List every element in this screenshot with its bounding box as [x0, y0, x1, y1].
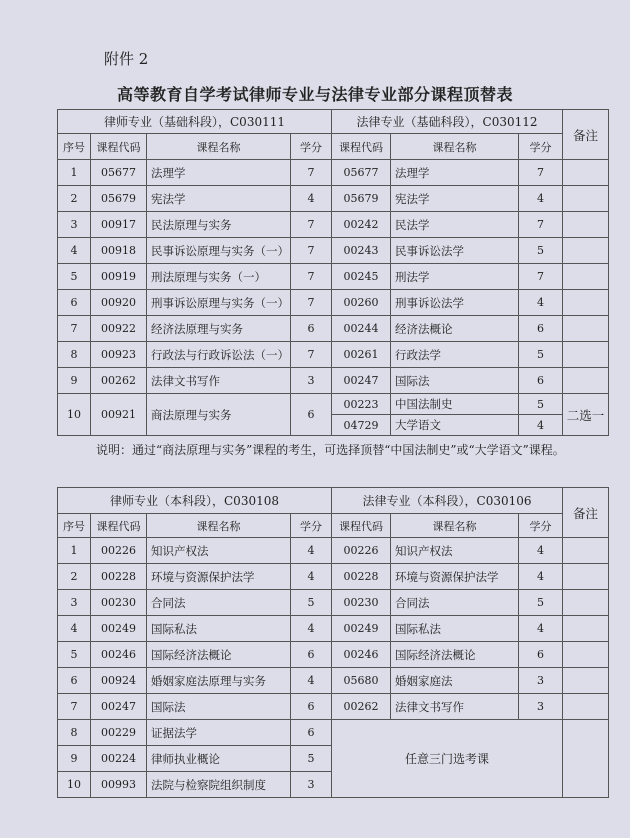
credit-cell: 4 [291, 616, 332, 642]
code-cell: 00243 [332, 238, 391, 264]
seq-cell: 8 [58, 720, 91, 746]
credit-cell: 7 [291, 212, 332, 238]
code-cell: 05680 [332, 668, 391, 694]
name-cell: 合同法 [391, 590, 519, 616]
seq-cell: 3 [58, 590, 91, 616]
code-cell: 00224 [91, 746, 147, 772]
col-credit: 学分 [291, 514, 332, 538]
law-major-header: 法律专业（基础科段），C030112 [332, 110, 563, 134]
remark-cell [563, 720, 609, 798]
seq-cell: 7 [58, 694, 91, 720]
name-cell: 刑法学 [391, 264, 519, 290]
credit-cell: 3 [519, 668, 563, 694]
name-cell: 国际私法 [391, 616, 519, 642]
credit-cell: 5 [519, 394, 563, 415]
name-cell: 法理学 [147, 160, 291, 186]
seq-cell: 6 [58, 290, 91, 316]
code-cell: 00228 [91, 564, 147, 590]
law-major-header: 法律专业（本科段），C030106 [332, 488, 563, 514]
name-cell: 法律文书写作 [391, 694, 519, 720]
credit-cell: 7 [291, 160, 332, 186]
credit-cell: 7 [519, 212, 563, 238]
remark-cell [563, 160, 609, 186]
undergrad-stage-table [57, 487, 609, 798]
name-cell: 宪法学 [147, 186, 291, 212]
col-code: 课程代码 [332, 134, 391, 160]
remark-cell [563, 316, 609, 342]
name-cell: 刑法原理与实务（一） [147, 264, 291, 290]
remark-cell [563, 368, 609, 394]
remark-cell [563, 668, 609, 694]
credit-cell: 5 [519, 238, 563, 264]
code-cell: 00920 [91, 290, 147, 316]
name-cell: 行政法学 [391, 342, 519, 368]
table-row [58, 668, 609, 694]
name-cell: 律师执业概论 [147, 746, 291, 772]
col-credit: 学分 [291, 134, 332, 160]
credit-cell: 7 [291, 264, 332, 290]
seq-cell: 5 [58, 642, 91, 668]
code-cell: 00249 [332, 616, 391, 642]
credit-cell: 6 [291, 394, 332, 436]
name-cell: 刑事诉讼法学 [391, 290, 519, 316]
name-cell: 民事诉讼原理与实务（一） [147, 238, 291, 264]
credit-cell: 7 [291, 290, 332, 316]
table-row [58, 264, 609, 290]
code-cell: 00242 [332, 212, 391, 238]
basic-stage-table [57, 109, 609, 436]
explanation-note: 说明：通过“商法原理与实务”课程的考生，可选择顶替“中国法制史”或“大学语文”课程。 [96, 443, 565, 457]
code-cell: 00261 [332, 342, 391, 368]
credit-cell: 5 [519, 590, 563, 616]
code-cell: 00230 [91, 590, 147, 616]
credit-cell: 4 [291, 668, 332, 694]
credit-cell: 4 [519, 564, 563, 590]
remark-header: 备注 [563, 488, 609, 538]
credit-cell: 6 [519, 642, 563, 668]
seq-cell: 10 [58, 394, 91, 436]
code-cell: 05679 [332, 186, 391, 212]
remark-cell [563, 642, 609, 668]
seq-cell: 3 [58, 212, 91, 238]
table-row [58, 642, 609, 668]
name-cell: 经济法概论 [391, 316, 519, 342]
table-row [58, 238, 609, 264]
credit-cell: 4 [519, 186, 563, 212]
name-cell: 婚姻家庭法 [391, 668, 519, 694]
seq-cell: 2 [58, 186, 91, 212]
code-cell: 00923 [91, 342, 147, 368]
credit-cell: 4 [291, 538, 332, 564]
col-seq: 序号 [58, 514, 91, 538]
credit-cell: 6 [291, 316, 332, 342]
table-row [58, 160, 609, 186]
seq-cell: 2 [58, 564, 91, 590]
seq-cell: 8 [58, 342, 91, 368]
name-cell: 中国法制史 [391, 394, 519, 415]
column-header-row [58, 514, 609, 538]
lawyer-major-header: 律师专业（基础科段），C030111 [58, 110, 332, 134]
table-row [58, 342, 609, 368]
code-cell: 00226 [91, 538, 147, 564]
lawyer-major-header: 律师专业（本科段），C030108 [58, 488, 332, 514]
table-row [58, 290, 609, 316]
name-cell: 合同法 [147, 590, 291, 616]
remark-header: 备注 [563, 110, 609, 160]
credit-cell: 7 [291, 342, 332, 368]
remark-cell [563, 342, 609, 368]
name-cell: 环境与资源保护法学 [147, 564, 291, 590]
code-cell: 05677 [332, 160, 391, 186]
credit-cell: 5 [291, 746, 332, 772]
seq-cell: 9 [58, 368, 91, 394]
name-cell: 法理学 [391, 160, 519, 186]
code-cell: 05677 [91, 160, 147, 186]
code-cell: 00918 [91, 238, 147, 264]
remark-cell [563, 616, 609, 642]
name-cell: 行政法与行政诉讼法（一） [147, 342, 291, 368]
credit-cell: 5 [519, 342, 563, 368]
seq-cell: 10 [58, 772, 91, 798]
name-cell: 民法学 [391, 212, 519, 238]
seq-cell: 9 [58, 746, 91, 772]
name-cell: 知识产权法 [391, 538, 519, 564]
code-cell: 00229 [91, 720, 147, 746]
code-cell: 00223 [332, 394, 391, 415]
credit-cell: 4 [519, 538, 563, 564]
table-row [58, 720, 609, 746]
credit-cell: 6 [291, 720, 332, 746]
code-cell: 00228 [332, 564, 391, 590]
col-name: 课程名称 [147, 134, 291, 160]
name-cell: 国际法 [147, 694, 291, 720]
col-code: 课程代码 [91, 134, 147, 160]
name-cell: 刑事诉讼原理与实务（一） [147, 290, 291, 316]
col-code: 课程代码 [332, 514, 391, 538]
remark-cell: 二选一 [563, 394, 609, 436]
name-cell: 经济法原理与实务 [147, 316, 291, 342]
code-cell: 00226 [332, 538, 391, 564]
name-cell: 婚姻家庭法原理与实务 [147, 668, 291, 694]
credit-cell: 6 [519, 316, 563, 342]
name-cell: 法律文书写作 [147, 368, 291, 394]
code-cell: 00262 [332, 694, 391, 720]
name-cell: 宪法学 [391, 186, 519, 212]
name-cell: 知识产权法 [147, 538, 291, 564]
code-cell: 00246 [91, 642, 147, 668]
code-cell: 00245 [332, 264, 391, 290]
col-credit: 学分 [519, 514, 563, 538]
code-cell: 00993 [91, 772, 147, 798]
seq-cell: 4 [58, 238, 91, 264]
name-cell: 国际经济法概论 [391, 642, 519, 668]
table-row [58, 212, 609, 238]
remark-cell [563, 238, 609, 264]
table-row [58, 616, 609, 642]
column-header-row [58, 134, 609, 160]
code-cell: 00247 [91, 694, 147, 720]
elective-cell: 任意三门选考课 [332, 720, 563, 798]
name-cell: 大学语文 [391, 415, 519, 436]
credit-cell: 7 [291, 238, 332, 264]
seq-cell: 7 [58, 316, 91, 342]
remark-cell [563, 564, 609, 590]
name-cell: 国际私法 [147, 616, 291, 642]
code-cell: 00919 [91, 264, 147, 290]
name-cell: 证据法学 [147, 720, 291, 746]
credit-cell: 3 [291, 772, 332, 798]
col-name: 课程名称 [391, 134, 519, 160]
remark-cell [563, 538, 609, 564]
code-cell: 00924 [91, 668, 147, 694]
credit-cell: 3 [291, 368, 332, 394]
col-credit: 学分 [519, 134, 563, 160]
seq-cell: 1 [58, 538, 91, 564]
table-row [58, 538, 609, 564]
credit-cell: 6 [291, 642, 332, 668]
name-cell: 环境与资源保护法学 [391, 564, 519, 590]
credit-cell: 7 [519, 160, 563, 186]
table-row [58, 368, 609, 394]
table-row [58, 564, 609, 590]
credit-cell: 4 [291, 564, 332, 590]
table-row [58, 590, 609, 616]
col-seq: 序号 [58, 134, 91, 160]
code-cell: 04729 [332, 415, 391, 436]
name-cell: 商法原理与实务 [147, 394, 291, 436]
credit-cell: 7 [519, 264, 563, 290]
credit-cell: 3 [519, 694, 563, 720]
credit-cell: 5 [291, 590, 332, 616]
code-cell: 00917 [91, 212, 147, 238]
remark-cell [563, 694, 609, 720]
credit-cell: 6 [519, 368, 563, 394]
code-cell: 05679 [91, 186, 147, 212]
code-cell: 00249 [91, 616, 147, 642]
name-cell: 民法原理与实务 [147, 212, 291, 238]
credit-cell: 4 [519, 616, 563, 642]
credit-cell: 4 [519, 415, 563, 436]
code-cell: 00921 [91, 394, 147, 436]
credit-cell: 4 [519, 290, 563, 316]
name-cell: 国际经济法概论 [147, 642, 291, 668]
code-cell: 00246 [332, 642, 391, 668]
name-cell: 法院与检察院组织制度 [147, 772, 291, 798]
code-cell: 00230 [332, 590, 391, 616]
attachment-label: 附件 2 [104, 50, 149, 68]
name-cell: 国际法 [391, 368, 519, 394]
code-cell: 00247 [332, 368, 391, 394]
col-name: 课程名称 [391, 514, 519, 538]
remark-cell [563, 212, 609, 238]
document-title: 高等教育自学考试律师专业与法律专业部分课程顶替表 [116, 85, 513, 104]
code-cell: 00244 [332, 316, 391, 342]
seq-cell: 1 [58, 160, 91, 186]
table-row [58, 316, 609, 342]
remark-cell [563, 264, 609, 290]
seq-cell: 4 [58, 616, 91, 642]
code-cell: 00262 [91, 368, 147, 394]
col-name: 课程名称 [147, 514, 291, 538]
credit-cell: 4 [291, 186, 332, 212]
seq-cell: 6 [58, 668, 91, 694]
remark-cell [563, 290, 609, 316]
seq-cell: 5 [58, 264, 91, 290]
remark-cell [563, 590, 609, 616]
table-row [58, 694, 609, 720]
remark-cell [563, 186, 609, 212]
code-cell: 00260 [332, 290, 391, 316]
table-row [58, 394, 609, 415]
table-row [58, 186, 609, 212]
name-cell: 民事诉讼法学 [391, 238, 519, 264]
credit-cell: 6 [291, 694, 332, 720]
col-code: 课程代码 [91, 514, 147, 538]
code-cell: 00922 [91, 316, 147, 342]
